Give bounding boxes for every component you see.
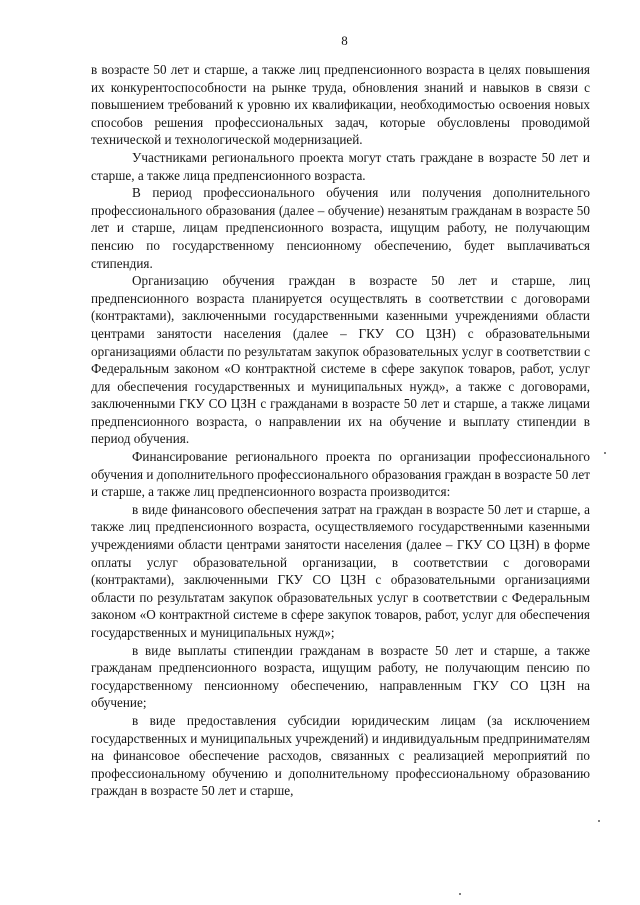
paragraph-8: в виде предоставления субсидии юридическим лицам (за исключением государственных и муниципальных учреждений) и индивидуальным предпринимателям на финансовое обеспечение расходов, связанных с реализацией мероприятий по профессиональному обучению и дополнительному профессиональному образованию граждан в возрасте 50 лет и старше,: [91, 712, 590, 799]
scan-speck: [598, 820, 600, 822]
paragraph-5: Финансирование регионального проекта по организации профессионального обучения и дополнительного профессионального образования граждан в возрасте 50 лет и старше, а также лиц предпенсионного возраста производится:: [91, 449, 590, 500]
paragraph-2: Участниками регионального проекта могут стать граждане в возрасте 50 лет и старше, а также лица предпенсионного возраста.: [91, 149, 590, 183]
paragraph-6: в виде финансового обеспечения затрат на граждан в возрасте 50 лет и старше, а также лиц предпенсионного возраста, осуществляемого государственными казенными учреждениями области центрами занятости населения (далее – ГКУ СО ЦЗН) в форме оплаты услуг образовательной организации, в соответствии с договорами (контрактами), заключенными ГКУ СО ЦЗН с образовательными организациями области по результатам закупок образовательных услуг в соответствии с Федеральным законом «О контрактной системе в сфере закупок товаров, работ, услуг для обеспечения государственных и муниципальных нужд»;: [91, 501, 590, 640]
paragraph-1: в возрасте 50 лет и старше, а также лиц предпенсионного возраста в целях повышения их конкурентоспособности на рынке труда, обновления знаний и навыков в связи с повышением требований к уровню их квалификации, необходимостью освоения новых способов решения профессиональных задач, которые обусловлены проводимой технической и технологической модернизацией.: [91, 62, 590, 148]
paragraph-3: В период профессионального обучения или получения дополнительного профессионального образования (далее – обучение) незанятым гражданам в возрасте 50 лет и старше, лицам предпенсионного возраста, ищущим работу, не получающим пенсию по государственному пенсионному обеспечению, будет выплачиваться стипендия.: [91, 185, 590, 271]
scan-speck: [459, 893, 461, 895]
paragraph-7: в виде выплаты стипендии гражданам в возрасте 50 лет и старше, а также гражданам предпенсионного возраста, ищущим работу, не получающим пенсию по государственному пенсионному обеспечению, направленным ГКУ СО ЦЗН на обучение;: [91, 642, 590, 711]
scan-speck: [604, 452, 606, 454]
page-number: 8: [341, 33, 348, 48]
paragraph-4: Организацию обучения граждан в возрасте 50 лет и старше, лиц предпенсионного возраста планируется осуществлять в соответствии с договорами (контрактами), заключенными государственными казенными учреждениями области центрами занятости населения (далее – ГКУ СО ЦЗН) с образовательными организациями области по результатам закупок образовательных услуг в соответствии с Федеральным законом «О контрактной системе в сфере закупок товаров, работ, услуг для обеспечения государственных и муниципальных нужд», а также с договорами, заключенными ГКУ СО ЦЗН с гражданами в возрасте 50 лет и старше, а также лицами предпенсионного возраста, о направлении их на обучение и выплату стипендии в период обучения.: [91, 273, 590, 447]
